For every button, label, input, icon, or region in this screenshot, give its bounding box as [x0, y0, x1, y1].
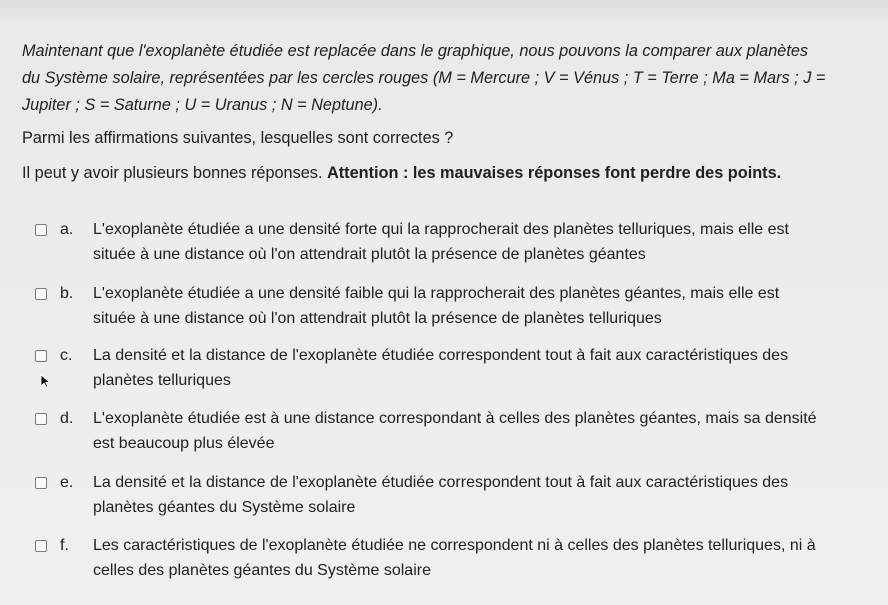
option-text-line-2: située à une distance où l'on attendrait plutôt la présence de planètes géantes — [93, 246, 646, 263]
option-text-line-2: est beaucoup plus élevée — [93, 435, 275, 452]
instruction-plain: Il peut y avoir plusieurs bonnes réponses. — [22, 164, 327, 182]
option-letter: c. — [60, 347, 73, 364]
intro-line-1: Maintenant que l'exoplanète étudiée est replacée dans le graphique, nous pouvons la comparer aux planètes — [22, 42, 809, 60]
option-letter: a. — [60, 221, 74, 238]
checkbox-a[interactable] — [35, 224, 47, 236]
option-text[interactable] — [93, 343, 888, 393]
option-text-line-1: Les caractéristiques de l'exoplanète étudiée ne correspondent ni à celles des planètes telluriques, ni à — [93, 537, 816, 554]
intro-paragraph — [22, 38, 888, 119]
option-text-line-2: planètes telluriques — [93, 372, 231, 389]
option-a[interactable] — [35, 217, 888, 267]
checkbox-d[interactable] — [35, 413, 47, 425]
intro-line-3: Jupiter ; S = Saturne ; U = Uranus ; N = Neptune). — [22, 96, 383, 114]
option-text-line-2: située à une distance où l'on attendrait plutôt la présence de planètes telluriques — [93, 310, 662, 327]
checkbox-b[interactable] — [35, 288, 47, 300]
option-e[interactable] — [35, 470, 888, 520]
option-text-line-1: La densité et la distance de l'exoplanète étudiée correspondent tout à fait aux caractéristiques des — [93, 347, 789, 364]
option-text-line-1: L'exoplanète étudiée a une densité faible qui la rapprocherait des planètes géantes, mais elle est — [93, 285, 780, 302]
option-f[interactable] — [35, 533, 888, 583]
checkbox-c[interactable] — [35, 350, 47, 362]
intro-line-2: du Système solaire, représentées par les cercles rouges (M = Mercure ; V = Vénus ; T = Terre ; Ma = Mars ; J = — [22, 69, 826, 87]
option-text-line-2: planètes géantes du Système solaire — [93, 499, 356, 516]
option-c[interactable] — [35, 343, 888, 393]
checkbox-e[interactable] — [35, 477, 47, 489]
option-letter: e. — [60, 474, 74, 491]
option-text-line-2: celles des planètes géantes du Système solaire — [93, 562, 431, 579]
option-text-line-1: La densité et la distance de l'exoplanète étudiée correspondent tout à fait aux caractéristiques des — [93, 474, 789, 491]
option-text[interactable] — [93, 406, 888, 456]
instruction-text — [22, 162, 781, 184]
option-text-line-1: L'exoplanète étudiée a une densité forte qui la rapprocherait des planètes telluriques, mais elle est — [93, 221, 789, 238]
option-b[interactable] — [35, 281, 888, 331]
option-text[interactable] — [93, 470, 888, 520]
option-letter: f. — [60, 537, 69, 554]
option-letter: b. — [60, 285, 74, 302]
question-text: Parmi les affirmations suivantes, lesquelles sont correctes ? — [22, 129, 454, 147]
option-text[interactable] — [93, 281, 888, 331]
checkbox-f[interactable] — [35, 540, 47, 552]
option-text-line-1: L'exoplanète étudiée est à une distance correspondant à celles des planètes géantes, mais sa densité — [93, 410, 817, 427]
option-text[interactable] — [93, 533, 888, 583]
option-text[interactable] — [93, 217, 888, 267]
mouse-pointer-icon — [40, 374, 52, 388]
option-d[interactable] — [35, 406, 888, 456]
option-letter: d. — [60, 410, 74, 427]
top-shadow — [0, 0, 888, 22]
instruction-warning: Attention : les mauvaises réponses font perdre des points. — [327, 164, 782, 182]
